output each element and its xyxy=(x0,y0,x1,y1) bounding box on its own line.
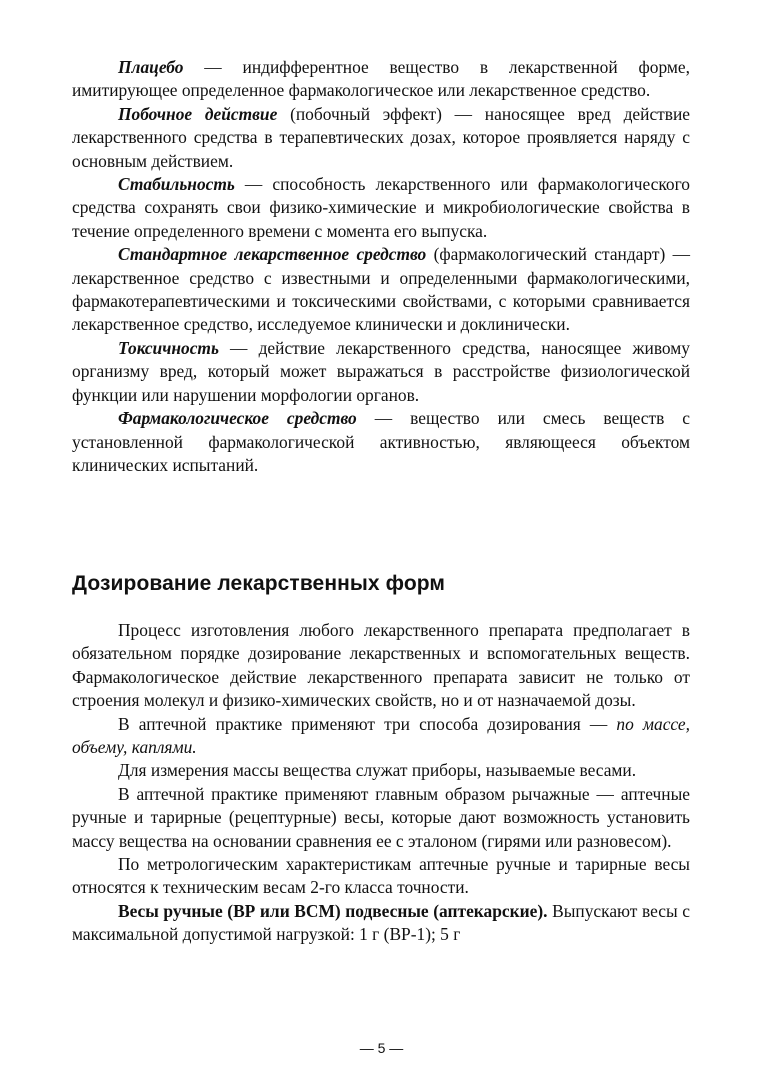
definition-text: — вещество или смесь веществ с установленной фармакологической активностью, являющееся объектом клинических испытаний. xyxy=(72,408,690,475)
paragraph xyxy=(72,900,690,947)
definition-stability xyxy=(72,173,690,243)
definition-side-effect xyxy=(72,103,690,173)
definition-text: (фармакологический стандарт) — лекарственное средство с известными и определенными фармакологическими, фармакотерапевтическими и токсическими свойствами, с которыми сравнивается лекарственное средство, исследуемое клинически и доклинически. xyxy=(72,244,690,335)
section-heading: Дозирование лекарственных форм xyxy=(72,572,446,595)
definition-text: — индифферентное вещество в лекарственной форме, имитирующее определенное фармакологическое или лекарственное средство. xyxy=(72,57,690,101)
page-number: — 5 — xyxy=(359,1040,404,1056)
paragraph-italic: по массе, объему, каплями. xyxy=(72,713,690,758)
paragraph: Для измерения массы вещества служат приборы, называемые весами. xyxy=(118,760,637,781)
term-label: Плацебо xyxy=(118,57,184,77)
definition-text: — действие лекарственного средства, наносящее живому организму вред, который может выражаться в расстройстве физиологической функции или нарушении морфологии органов. xyxy=(72,337,690,405)
paragraph xyxy=(72,713,690,760)
term-label: Токсичность xyxy=(118,337,219,358)
paragraph-text: Выпускают весы с максимальной допустимой нагрузкой: 1 г (ВР-1); 5 г xyxy=(72,900,690,945)
paragraph: В аптечной практике применяют главным образом рычажные — аптечные ручные и тарирные (рецептурные) весы, которые дают возможность установить массу вещества на основании сравнения ее с эталоном (гирями или разновесом). xyxy=(72,783,690,851)
definition-standard xyxy=(72,243,690,337)
definition-text: — способность лекарственного или фармакологического средства сохранять свои физико-химические и микробиологические свойства в течение определенного времени с момента его выпуска. xyxy=(72,174,690,241)
paragraph: По метрологическим характеристикам аптечные ручные и тарирные весы относятся к техническим весам 2-го класса точности. xyxy=(72,854,690,898)
term-label: Фармакологическое средство xyxy=(118,408,357,429)
paragraph-text: В аптечной практике применяют три способа дозирования — xyxy=(118,713,617,734)
definition-text: (побочный эффект) — наносящее вред действие лекарственного средства в терапевтических дозах, которое проявляется наряду с основным действием. xyxy=(72,103,691,171)
term-label: Стабильность xyxy=(118,174,235,195)
paragraph: Процесс изготовления любого лекарственного препарата предполагает в обязательном порядке дозирование лекарственных и вспомогательных веществ. Фармакологическое действие лекарственного препарата зависит не только от строения молекул и физико-химических свойств, но и от назначаемой дозы. xyxy=(72,620,690,711)
definition-placebo xyxy=(72,56,690,103)
term-label: Стандартное лекарственное средство xyxy=(118,244,427,265)
section-body xyxy=(72,619,690,947)
definition-toxicity xyxy=(72,337,690,407)
term-label: Побочное действие xyxy=(118,103,278,124)
definitions-block xyxy=(72,56,690,477)
paragraph-bold: Весы ручные (ВР или ВСМ) подвесные (аптекарские). xyxy=(118,900,548,921)
definition-pharmacological-agent xyxy=(72,407,690,477)
